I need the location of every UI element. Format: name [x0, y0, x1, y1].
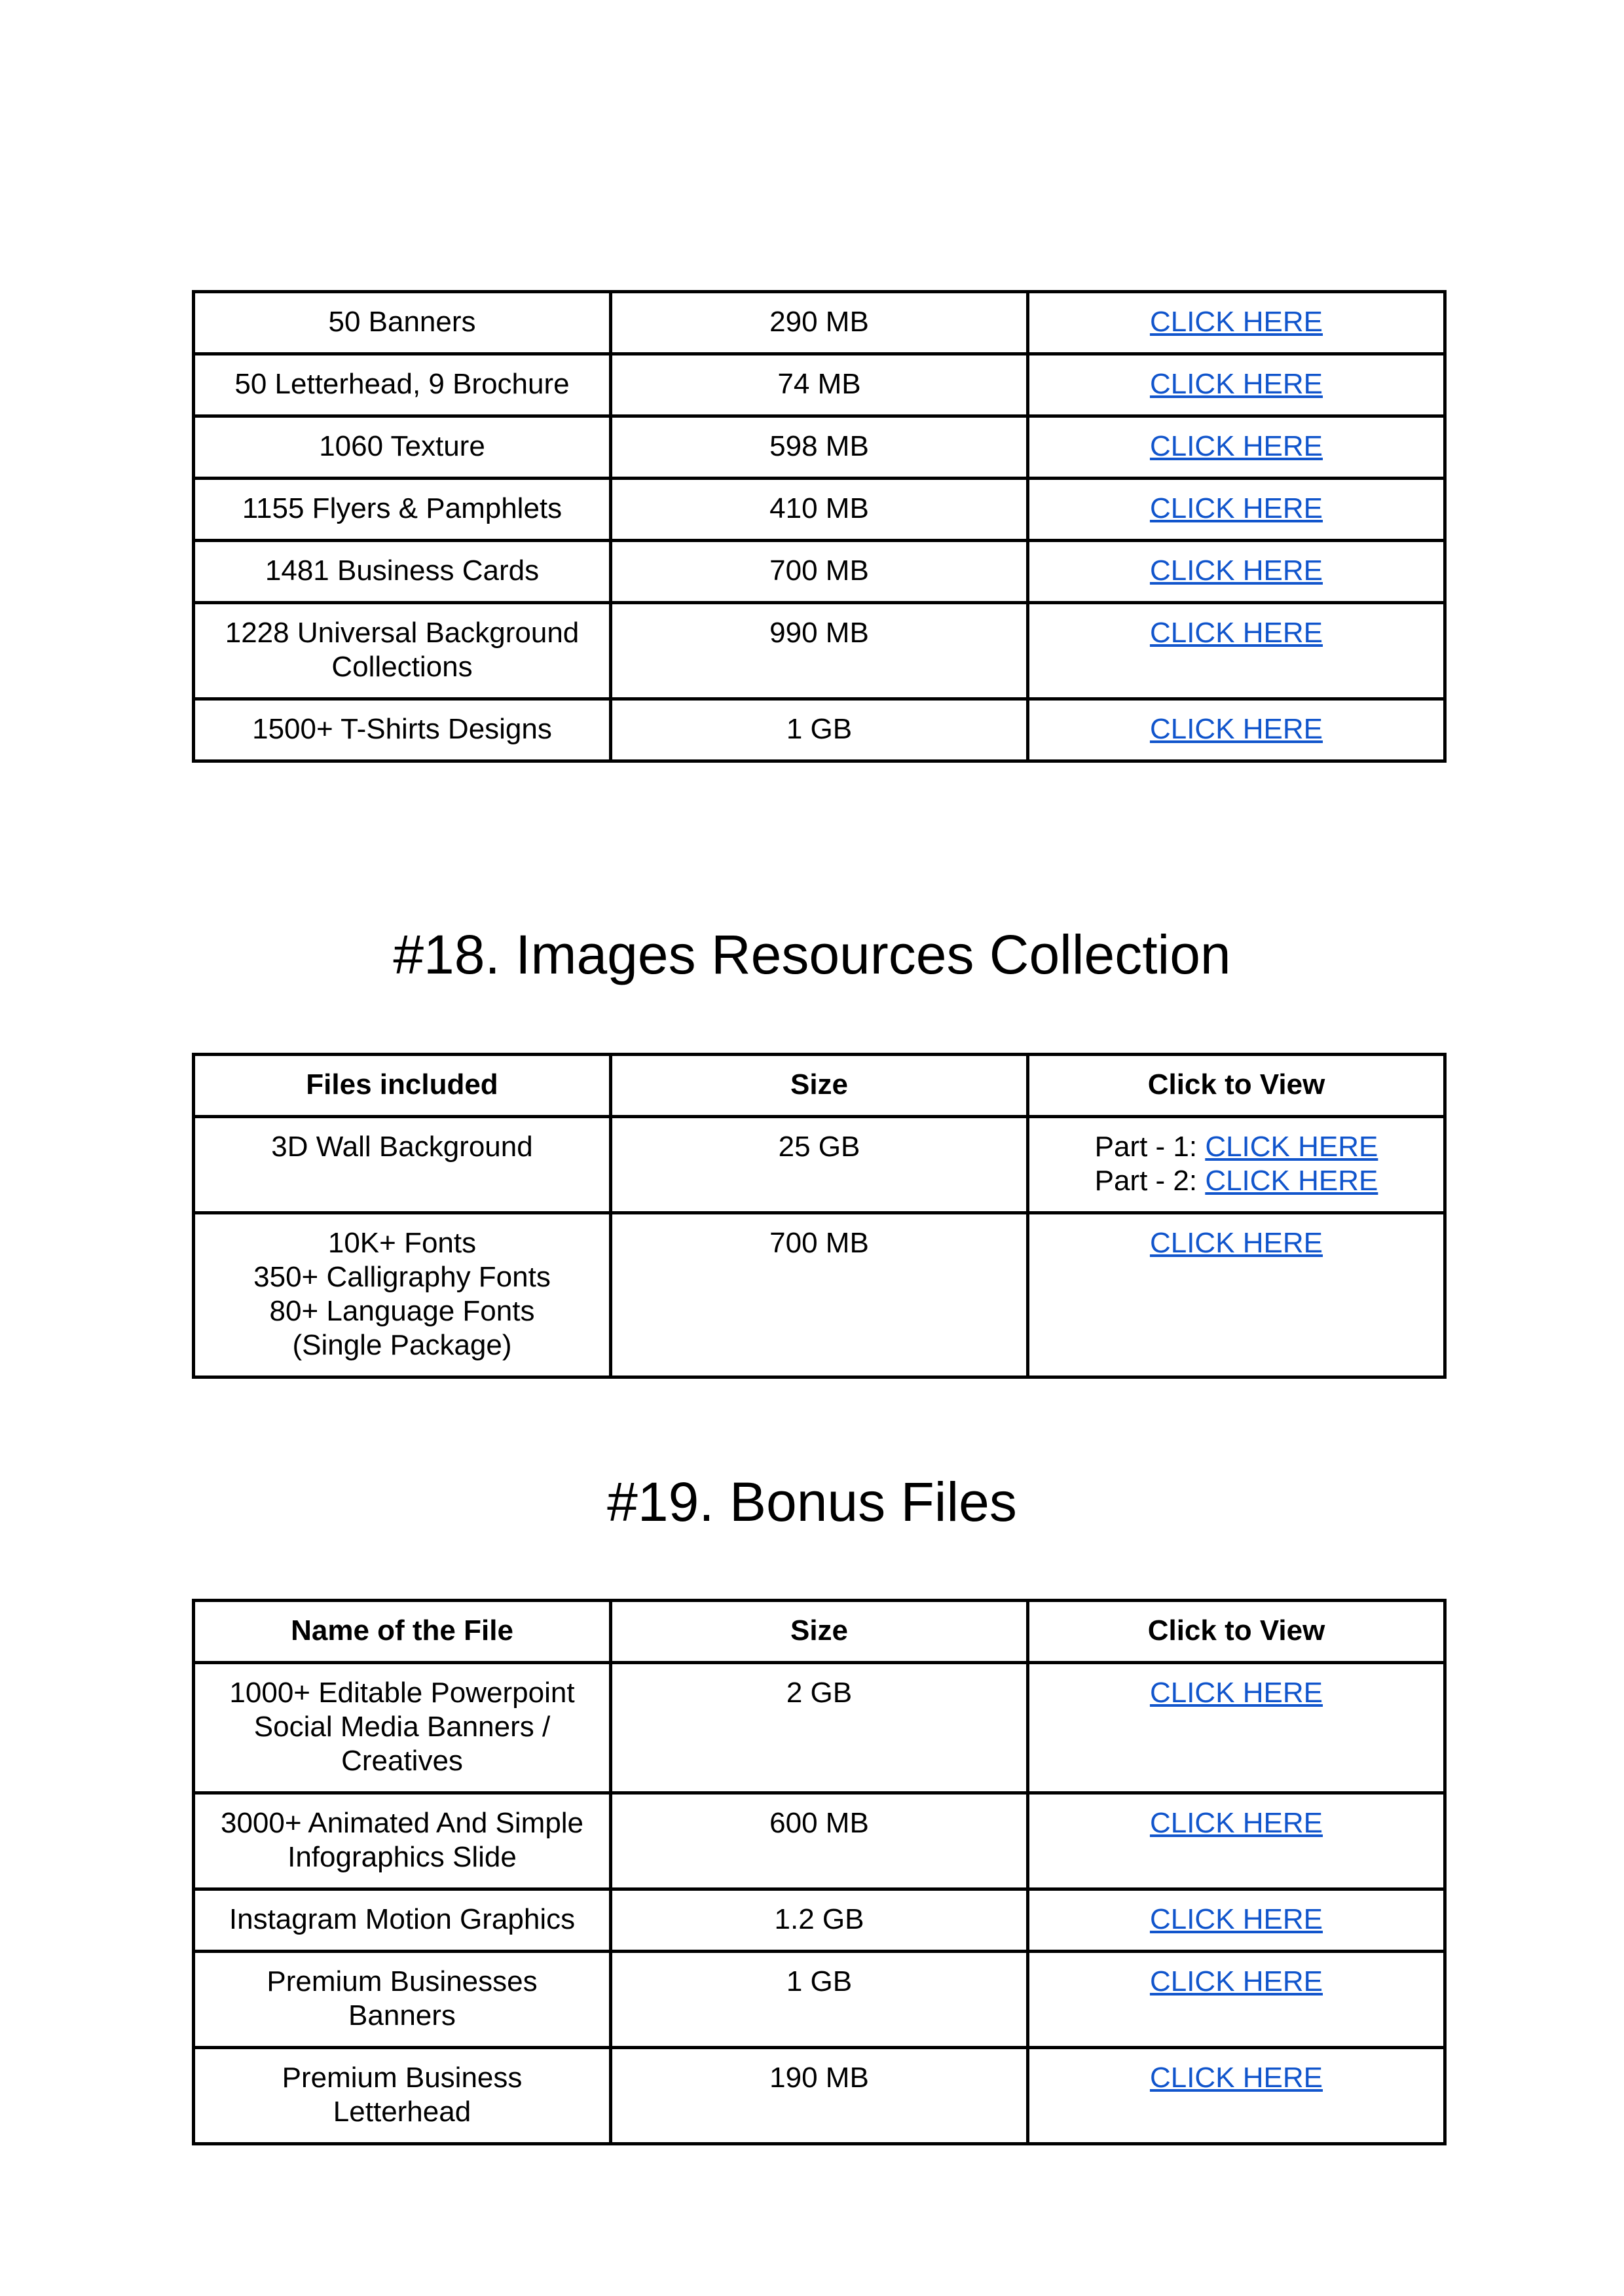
table-row	[194, 292, 1445, 354]
table-row	[194, 699, 1445, 761]
file-name-cell	[194, 603, 611, 699]
bonus-files-table	[192, 1599, 1447, 2145]
file-name-cell: 1155 Flyers & Pamphlets	[194, 479, 611, 541]
link-cell	[1028, 354, 1445, 416]
column-header: Click to View	[1028, 1601, 1445, 1663]
file-name-line: 350+ Calligraphy Fonts	[253, 1261, 551, 1293]
images-resources-table	[192, 1053, 1447, 1379]
click-here-link[interactable]: CLICK HERE	[1149, 1903, 1323, 1935]
table-row	[194, 1889, 1445, 1952]
link-cell	[1028, 1117, 1445, 1213]
part-label: Part - 2:	[1094, 1165, 1206, 1197]
file-name-cell: 3000+ Animated And Simple Infographics Slide	[194, 1793, 611, 1889]
file-name-cell: 1060 Texture	[194, 416, 611, 479]
file-name-cell: 1500+ T-Shirts Designs	[194, 699, 611, 761]
click-here-link[interactable]: CLICK HERE	[1149, 306, 1323, 338]
table-row	[194, 1663, 1445, 1793]
table-header-row	[194, 1055, 1445, 1117]
section-title: #18. Images Resources Collection	[393, 924, 1231, 985]
file-name-line: 10K+ Fonts	[327, 1227, 477, 1259]
file-size-cell: 1 GB	[611, 1952, 1028, 2048]
file-size-cell: 190 MB	[611, 2048, 1028, 2144]
file-name-cell: 1481 Business Cards	[194, 541, 611, 603]
file-name-cell: Instagram Motion Graphics	[194, 1889, 611, 1952]
link-cell	[1028, 541, 1445, 603]
link-cell	[1028, 1793, 1445, 1889]
file-name-cell: 50 Banners	[194, 292, 611, 354]
column-header: Files included	[194, 1055, 611, 1117]
table-row	[194, 2048, 1445, 2144]
click-here-link[interactable]: CLICK HERE	[1149, 1677, 1323, 1709]
click-here-link[interactable]: CLICK HERE	[1149, 430, 1323, 462]
link-cell	[1028, 1213, 1445, 1377]
table-row	[194, 1793, 1445, 1889]
table-header-row	[194, 1601, 1445, 1663]
file-name-cell: 1000+ Editable Powerpoint Social Media Banners / Creatives	[194, 1663, 611, 1793]
table-row	[194, 479, 1445, 541]
link-cell	[1028, 292, 1445, 354]
file-name-line: (Single Package)	[292, 1329, 512, 1361]
click-here-link[interactable]: CLICK HERE	[1149, 713, 1323, 745]
click-here-link[interactable]: CLICK HERE	[1149, 2062, 1323, 2094]
file-size-cell: 74 MB	[611, 354, 1028, 416]
resources-table	[192, 290, 1447, 763]
column-header: Size	[611, 1055, 1028, 1117]
click-here-link[interactable]: CLICK HERE	[1205, 1131, 1378, 1163]
link-cell	[1028, 603, 1445, 699]
file-size-cell: 700 MB	[611, 541, 1028, 603]
link-cell	[1028, 479, 1445, 541]
table-row	[194, 603, 1445, 699]
table-row	[194, 416, 1445, 479]
click-here-link[interactable]: CLICK HERE	[1205, 1165, 1378, 1197]
link-cell	[1028, 2048, 1445, 2144]
column-header: Size	[611, 1601, 1028, 1663]
file-size-cell: 600 MB	[611, 1793, 1028, 1889]
table-row	[194, 1952, 1445, 2048]
file-name-cell: 50 Letterhead, 9 Brochure	[194, 354, 611, 416]
column-header: Click to View	[1028, 1055, 1445, 1117]
section-title: #19. Bonus Files	[607, 1471, 1017, 1533]
link-cell	[1028, 416, 1445, 479]
file-size-cell: 1 GB	[611, 699, 1028, 761]
file-size-cell: 2 GB	[611, 1663, 1028, 1793]
file-size-cell: 700 MB	[611, 1213, 1028, 1377]
part-label: Part - 1:	[1094, 1131, 1206, 1163]
table-row	[194, 1213, 1445, 1377]
click-here-link[interactable]: CLICK HERE	[1149, 1965, 1323, 1997]
file-size-cell: 290 MB	[611, 292, 1028, 354]
file-name-cell: Premium Business Letterhead	[194, 2048, 611, 2144]
click-here-link[interactable]: CLICK HERE	[1149, 555, 1323, 587]
file-name-line: 80+ Language Fonts	[269, 1295, 535, 1327]
click-here-link[interactable]: CLICK HERE	[1149, 1227, 1323, 1259]
part-line	[1041, 1164, 1431, 1198]
file-name-cell: Premium Businesses Banners	[194, 1952, 611, 2048]
file-name-text: 1228 Universal Background Collections	[225, 617, 580, 683]
file-size-cell: 25 GB	[611, 1117, 1028, 1213]
click-here-link[interactable]: CLICK HERE	[1149, 492, 1323, 524]
file-name-cell	[194, 1213, 611, 1377]
table-row	[194, 354, 1445, 416]
column-header: Name of the File	[194, 1601, 611, 1663]
table-row	[194, 1117, 1445, 1213]
part-line	[1041, 1130, 1431, 1164]
click-here-link[interactable]: CLICK HERE	[1149, 1807, 1323, 1839]
table-row	[194, 541, 1445, 603]
file-name-cell: 3D Wall Background	[194, 1117, 611, 1213]
link-cell	[1028, 1952, 1445, 2048]
file-size-cell: 598 MB	[611, 416, 1028, 479]
link-cell	[1028, 699, 1445, 761]
link-cell	[1028, 1889, 1445, 1952]
file-size-cell: 990 MB	[611, 603, 1028, 699]
link-cell	[1028, 1663, 1445, 1793]
click-here-link[interactable]: CLICK HERE	[1149, 617, 1323, 649]
file-size-cell: 410 MB	[611, 479, 1028, 541]
file-size-cell: 1.2 GB	[611, 1889, 1028, 1952]
click-here-link[interactable]: CLICK HERE	[1149, 368, 1323, 400]
